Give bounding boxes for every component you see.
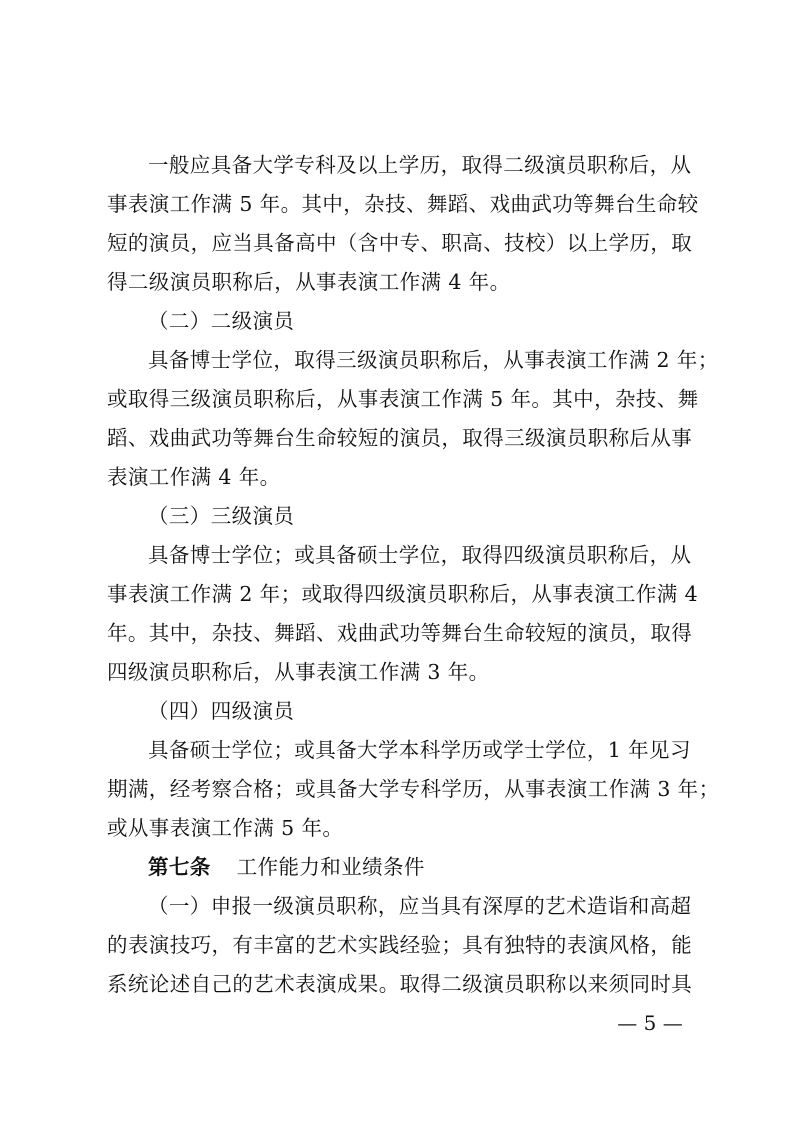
paragraph-line: （一）申报一级演员职称，应当具有深厚的艺术造诣和高超 xyxy=(148,894,692,918)
paragraph-line: 四级演员职称后，从事表演工作满 3 年。 xyxy=(107,660,490,684)
article-number: 第七条 xyxy=(148,855,211,879)
paragraph-line: 具备博士学位，取得三级演员职称后，从事表演工作满 2 年； xyxy=(148,348,719,372)
document-body xyxy=(107,146,720,1004)
paragraph-line: 或从事表演工作满 5 年。 xyxy=(107,816,344,840)
article-title: 工作能力和业绩条件 xyxy=(236,855,425,879)
paragraph-line: 事表演工作满 2 年；或取得四级演员职称后，从事表演工作满 4 xyxy=(107,582,699,606)
paragraph-line: 年。其中，杂技、舞蹈、戏曲武功等舞台生命较短的演员，取得 xyxy=(107,621,693,645)
paragraph-line: 表演工作满 4 年。 xyxy=(107,465,281,489)
paragraph-line: 或取得三级演员职称后，从事表演工作满 5 年。其中，杂技、舞 xyxy=(107,387,699,411)
paragraph-line: 具备博士学位；或具备硕士学位，取得四级演员职称后，从 xyxy=(148,543,692,567)
section-heading: （三）三级演员 xyxy=(148,504,295,528)
paragraph-line: 蹈、戏曲武功等舞台生命较短的演员，取得三级演员职称后从事 xyxy=(107,426,693,450)
paragraph-line: 短的演员，应当具备高中（含中专、职高、技校）以上学历，取 xyxy=(107,231,693,255)
paragraph-line: 得二级演员职称后，从事表演工作满 4 年。 xyxy=(107,270,511,294)
page-number: — 5 — xyxy=(617,1011,683,1035)
section-heading: （四）四级演员 xyxy=(148,699,295,723)
paragraph-line: 的表演技巧，有丰富的艺术实践经验；具有独特的表演风格，能 xyxy=(107,933,693,957)
article-heading xyxy=(107,848,689,887)
paragraph-line: 具备硕士学位；或具备大学本科学历或学士学位，1 年见习 xyxy=(148,738,691,762)
paragraph-line: 期满，经考察合格；或具备大学专科学历，从事表演工作满 3 年； xyxy=(107,777,720,801)
paragraph-line: 系统论述自己的艺术表演成果。取得二级演员职称以来须同时具 xyxy=(107,972,693,996)
section-heading: （二）二级演员 xyxy=(148,309,295,333)
paragraph-line: 一般应具备大学专科及以上学历，取得二级演员职称后，从 xyxy=(148,153,692,177)
paragraph-line: 事表演工作满 5 年。其中，杂技、舞蹈、戏曲武功等舞台生命较 xyxy=(107,192,699,216)
